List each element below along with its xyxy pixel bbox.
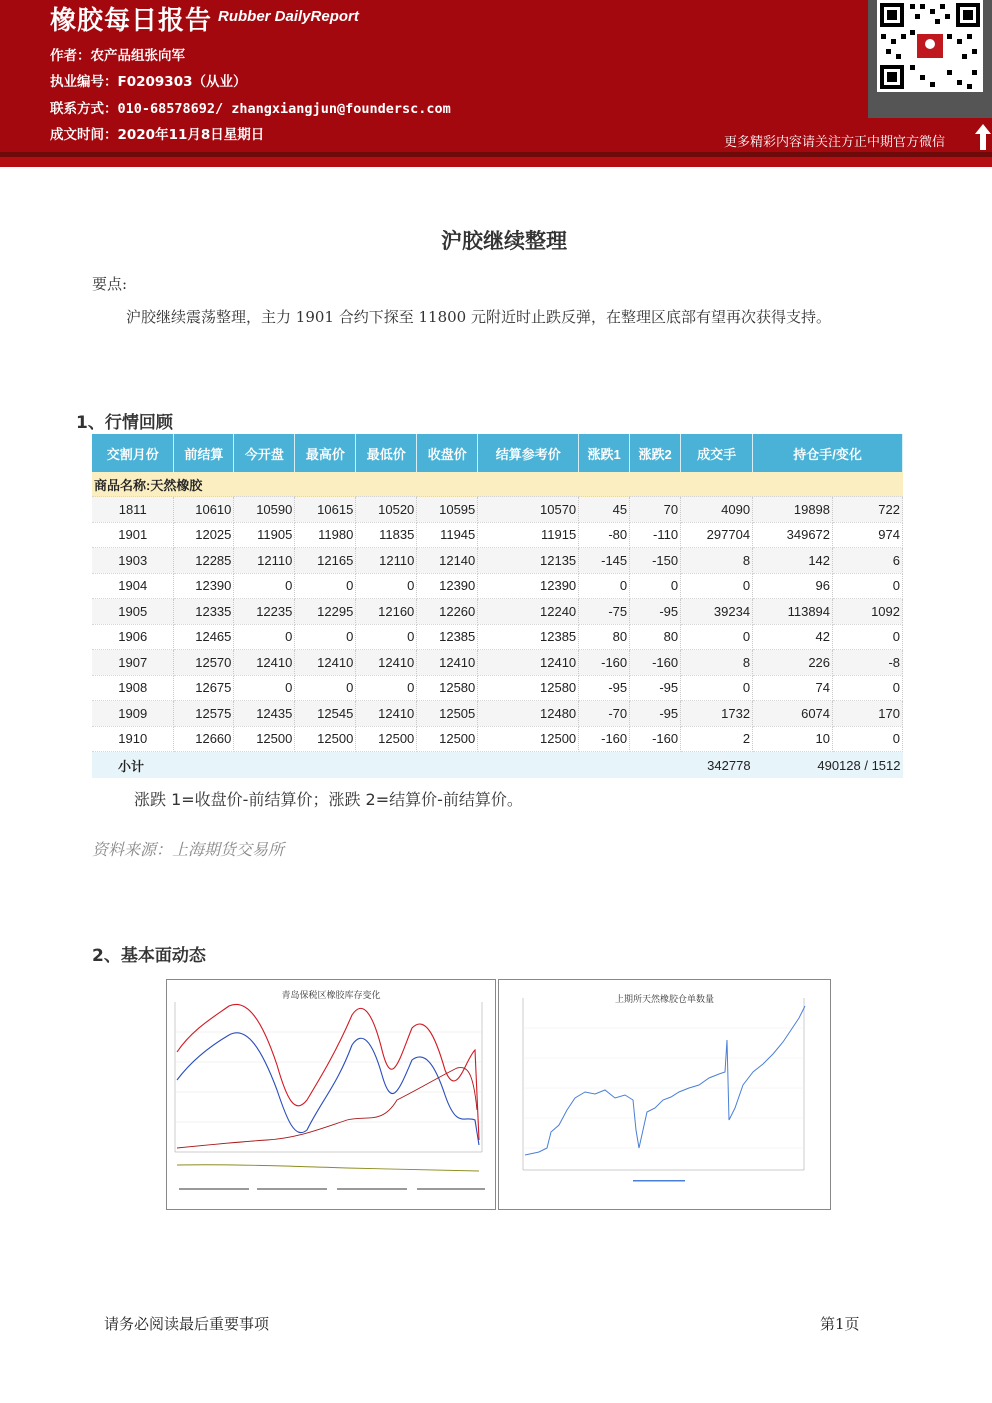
- table-cell: 12545: [295, 701, 356, 727]
- table-header-row: [92, 434, 903, 472]
- summary-volume: 342778: [681, 752, 753, 779]
- table-cell: 0: [833, 573, 903, 599]
- table-cell: 1732: [681, 701, 753, 727]
- data-source: 资料来源：上海期货交易所: [92, 840, 285, 859]
- table-cell: 12480: [478, 701, 579, 727]
- table-cell: 0: [295, 573, 356, 599]
- section-market-review: 1、行情回顾: [76, 413, 173, 433]
- table-cell: 0: [833, 726, 903, 752]
- table-cell: 12435: [234, 701, 295, 727]
- table-cell: 74: [753, 675, 833, 701]
- chart-bonded-inventory: [166, 979, 496, 1210]
- table-cell: -95: [630, 599, 681, 625]
- table-cell: -95: [630, 701, 681, 727]
- col-header: 涨跌1: [579, 434, 630, 472]
- table-cell: 39234: [681, 599, 753, 625]
- license-line: 执业编号：F0209303（从业）: [50, 74, 247, 90]
- table-cell: 10570: [478, 497, 579, 523]
- table-cell: 80: [579, 624, 630, 650]
- table-cell: -160: [579, 650, 630, 676]
- table-cell: 1909: [92, 701, 174, 727]
- table-cell: 19898: [753, 497, 833, 523]
- table-cell: 12500: [295, 726, 356, 752]
- footer-disclaimer: 请务必阅读最后重要事项: [104, 1315, 270, 1333]
- key-points-label: 要点:: [92, 275, 128, 293]
- table-cell: 70: [630, 497, 681, 523]
- table-cell: 12385: [478, 624, 579, 650]
- table-cell: -160: [579, 726, 630, 752]
- table-cell: 142: [753, 548, 833, 574]
- table-cell: -75: [579, 599, 630, 625]
- table-cell: 12260: [417, 599, 478, 625]
- table-cell: -8: [833, 650, 903, 676]
- table-cell: 12390: [417, 573, 478, 599]
- table-cell: 0: [234, 675, 295, 701]
- col-header: 涨跌2: [630, 434, 681, 472]
- table-cell: -95: [630, 675, 681, 701]
- table-cell: 12285: [174, 548, 234, 574]
- summary-paragraph: 沪胶继续震荡整理，主力 1901 合约下探至 11800 元附近时止跌反弹，在整理区底部有望再次获得支持。: [126, 308, 831, 326]
- table-cell: 12410: [417, 650, 478, 676]
- col-header: 前结算: [174, 434, 234, 472]
- table-cell: 12465: [174, 624, 234, 650]
- table-cell: 12385: [417, 624, 478, 650]
- table-cell: 12390: [174, 573, 234, 599]
- table-row: [92, 675, 903, 701]
- table-cell: 11915: [478, 522, 579, 548]
- table-cell: 0: [234, 624, 295, 650]
- table-cell: 349672: [753, 522, 833, 548]
- col-header: 结算参考价: [478, 434, 579, 472]
- table-cell: 1901: [92, 522, 174, 548]
- table-cell: 42: [753, 624, 833, 650]
- table-cell: 12500: [356, 726, 417, 752]
- summary-row: [92, 752, 903, 779]
- table-cell: 12410: [234, 650, 295, 676]
- table-cell: 11980: [295, 522, 356, 548]
- table-cell: 12575: [174, 701, 234, 727]
- table-cell: 12410: [356, 701, 417, 727]
- table-cell: 0: [681, 573, 753, 599]
- receipts-line: [499, 980, 830, 1209]
- table-cell: 12110: [234, 548, 295, 574]
- table-cell: 11835: [356, 522, 417, 548]
- table-cell: 0: [833, 624, 903, 650]
- table-cell: 10595: [417, 497, 478, 523]
- table-cell: 1907: [92, 650, 174, 676]
- col-header: 最低价: [356, 434, 417, 472]
- table-cell: 12505: [417, 701, 478, 727]
- table-cell: 8: [681, 650, 753, 676]
- table-cell: 12675: [174, 675, 234, 701]
- contact-line: 联系方式：010-68578692/ zhangxiangjun@foundersc.com: [50, 101, 451, 117]
- report-title: 橡胶每日报告: [50, 6, 213, 36]
- table-cell: 0: [681, 675, 753, 701]
- table-cell: 45: [579, 497, 630, 523]
- summary-label: 小计: [92, 752, 681, 779]
- table-cell: 0: [295, 624, 356, 650]
- table-cell: 10615: [295, 497, 356, 523]
- wechat-follow-note: 更多精彩内容请关注方正中期官方微信: [724, 135, 946, 150]
- table-row: [92, 650, 903, 676]
- table-cell: 4090: [681, 497, 753, 523]
- page-number: 第1页: [820, 1315, 860, 1333]
- table-cell: 0: [630, 573, 681, 599]
- date-line: 成文时间：2020年11月8日星期日: [50, 127, 265, 143]
- table-cell: 12410: [295, 650, 356, 676]
- table-cell: 12240: [478, 599, 579, 625]
- table-cell: 12410: [478, 650, 579, 676]
- table-cell: -80: [579, 522, 630, 548]
- table-cell: -95: [579, 675, 630, 701]
- table-cell: 0: [833, 675, 903, 701]
- table-cell: 8: [681, 548, 753, 574]
- table-row: [92, 573, 903, 599]
- table-cell: 11945: [417, 522, 478, 548]
- arrow-up-icon: [974, 122, 992, 152]
- table-cell: 0: [579, 573, 630, 599]
- table-cell: 1904: [92, 573, 174, 599]
- table-cell: 12500: [234, 726, 295, 752]
- table-cell: 12160: [356, 599, 417, 625]
- table-cell: 10610: [174, 497, 234, 523]
- table-cell: 10520: [356, 497, 417, 523]
- header-stripe-light: [0, 157, 992, 167]
- table-cell: 6074: [753, 701, 833, 727]
- table-row: [92, 726, 903, 752]
- table-row: [92, 497, 903, 523]
- table-cell: 0: [356, 573, 417, 599]
- table-cell: 12025: [174, 522, 234, 548]
- table-row: [92, 599, 903, 625]
- table-cell: 12235: [234, 599, 295, 625]
- table-cell: 80: [630, 624, 681, 650]
- table-cell: 12390: [478, 573, 579, 599]
- table-cell: 722: [833, 497, 903, 523]
- table-cell: 10590: [234, 497, 295, 523]
- table-cell: 1906: [92, 624, 174, 650]
- table-cell: 12140: [417, 548, 478, 574]
- document-title: 沪胶继续整理: [441, 228, 567, 253]
- table-cell: 170: [833, 701, 903, 727]
- table-cell: 12570: [174, 650, 234, 676]
- table-cell: 12335: [174, 599, 234, 625]
- table-cell: 0: [295, 675, 356, 701]
- table-cell: 0: [356, 675, 417, 701]
- qr-code-icon: [877, 0, 983, 92]
- table-cell: 0: [356, 624, 417, 650]
- table-cell: 12500: [417, 726, 478, 752]
- table-cell: 12135: [478, 548, 579, 574]
- table-cell: -160: [630, 726, 681, 752]
- table-cell: 12660: [174, 726, 234, 752]
- table-cell: 10: [753, 726, 833, 752]
- table-cell: 12580: [417, 675, 478, 701]
- table-cell: -160: [630, 650, 681, 676]
- table-cell: 12165: [295, 548, 356, 574]
- inventory-lines: [167, 980, 495, 1209]
- table-note: 涨跌 1=收盘价-前结算价；涨跌 2=结算价-前结算价。: [134, 790, 523, 809]
- col-header: 持仓手/变化: [753, 434, 903, 472]
- col-header: 收盘价: [417, 434, 478, 472]
- table-cell: 11905: [234, 522, 295, 548]
- table-cell: 12580: [478, 675, 579, 701]
- author-line: 作者：农产品组张向军: [50, 48, 185, 64]
- table-cell: -150: [630, 548, 681, 574]
- table-cell: 2: [681, 726, 753, 752]
- table-cell: 1908: [92, 675, 174, 701]
- col-header: 最高价: [295, 434, 356, 472]
- report-subtitle: Rubber DailyReport: [218, 8, 359, 25]
- table-cell: 1910: [92, 726, 174, 752]
- table-cell: 297704: [681, 522, 753, 548]
- table-cell: 96: [753, 573, 833, 599]
- table-cell: 1092: [833, 599, 903, 625]
- chart-title: 上期所天然橡胶仓单数量: [614, 995, 714, 1005]
- table-cell: -145: [579, 548, 630, 574]
- table-row: [92, 522, 903, 548]
- summary-open-interest: 490128 / 1512: [753, 752, 903, 779]
- col-header: 今开盘: [234, 434, 295, 472]
- table-row: [92, 624, 903, 650]
- table-cell: 12410: [356, 650, 417, 676]
- table-row: [92, 701, 903, 727]
- quote-table: [92, 434, 903, 778]
- chart-title: 青岛保税区橡胶库存变化: [281, 991, 381, 1001]
- table-cell: -70: [579, 701, 630, 727]
- table-cell: 12295: [295, 599, 356, 625]
- table-cell: 6: [833, 548, 903, 574]
- table-cell: 974: [833, 522, 903, 548]
- col-header: 交割月份: [92, 434, 174, 472]
- table-cell: 113894: [753, 599, 833, 625]
- report-header: [0, 0, 992, 152]
- category-row: [92, 472, 903, 497]
- section-fundamentals: 2、基本面动态: [92, 946, 206, 966]
- table-cell: 1905: [92, 599, 174, 625]
- table-cell: 12500: [478, 726, 579, 752]
- table-cell: -110: [630, 522, 681, 548]
- table-row: [92, 548, 903, 574]
- table-cell: 1903: [92, 548, 174, 574]
- category-label: 商品名称:天然橡胶: [92, 472, 903, 497]
- table-cell: 1811: [92, 497, 174, 523]
- chart-warehouse-receipts: [498, 979, 831, 1210]
- table-cell: 12110: [356, 548, 417, 574]
- col-header: 成交手: [681, 434, 753, 472]
- table-cell: 0: [681, 624, 753, 650]
- table-cell: 0: [234, 573, 295, 599]
- table-cell: 226: [753, 650, 833, 676]
